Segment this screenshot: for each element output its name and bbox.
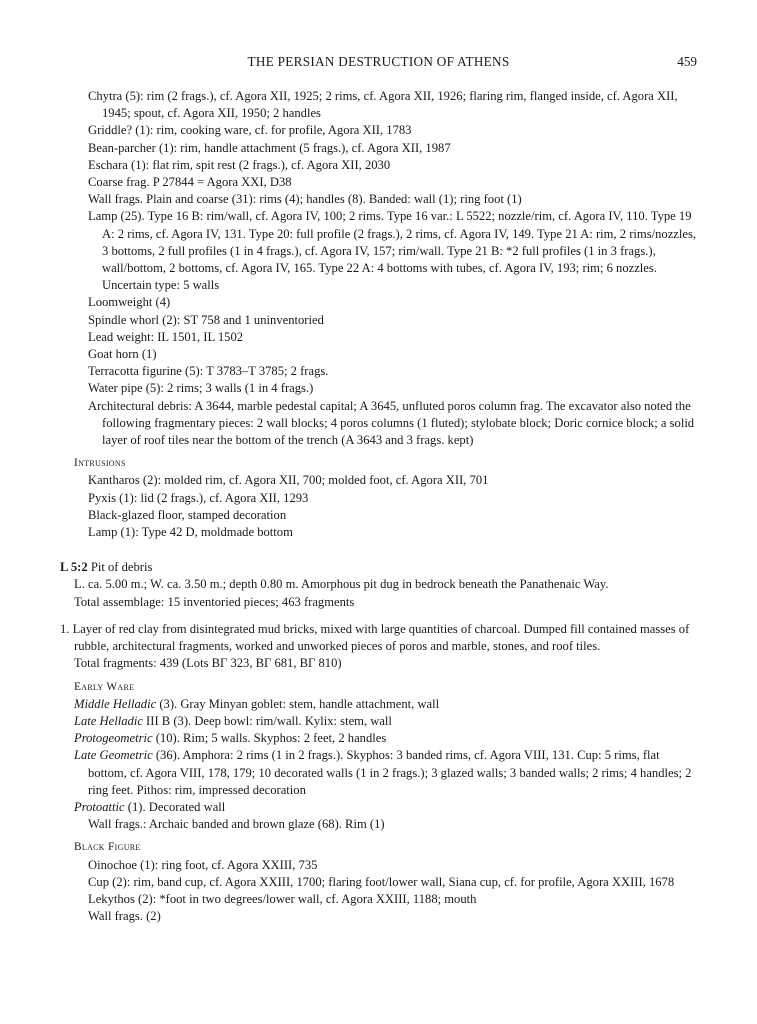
list-item: Lekythos (2): *foot in two degrees/lower wall, cf. Agora XXIII, 1188; mouth [88,891,477,906]
list-item: Water pipe (5): 2 rims; 3 walls (1 in 4 frags.) [88,381,314,396]
item-text: (10). Rim; 5 walls. Skyphos: 2 feet, 2 handles [152,731,387,746]
period-label: Protogeometric [74,731,153,746]
black-figure-heading: Black Figure [74,841,141,854]
list-item [60,747,700,799]
running-header-title: THE PERSIAN DESTRUCTION OF ATHENS [247,54,510,69]
list-item: Lamp (25). Type 16 B: rim/wall, cf. Agora IV, 100; 2 rims. Type 16 var.: L 5522; nozzle/rim, cf. Agora IV, 110. Type 19 A: 2 rims, cf. Agora IV, 131. Type 20: full profile (2 frags.), 2 rims, cf. Agora IV, 149. Type 21 A: rim, 2 rims/nozzles, 3 bottoms, 2 full profiles (1 in 4 frags.), cf. Agora IV, 157; rim/wall. Type 21 B: *2 full profiles (1 in 3 frags.), wall/bottom, 2 bottoms, cf. Agora IV, 165. Type 22 A: 4 bottoms with tubes, cf. Agora IV, 193; rim; 6 nozzles. Uncertain type: 5 walls [88,209,697,293]
list-item: Wall frags. (2) [88,909,161,924]
list-item: Spindle whorl (2): ST 758 and 1 uninventoried [88,312,324,327]
page-number: 459 [677,54,697,69]
list-item: Cup (2): rim, band cup, cf. Agora XXIII, 1700; flaring foot/lower wall, Siana cup, cf. for profile, Agora XXIII, 1678 [88,874,675,889]
black-figure-list [60,857,700,926]
list-item: Oinochoe (1): ring foot, cf. Agora XXIII, 735 [88,857,318,872]
deposit-heading [60,559,700,576]
list-item: Black-glazed floor, stamped decoration [88,507,287,522]
list-item: Wall frags.: Archaic banded and brown glaze (68). Rim (1) [88,817,385,832]
list-item [60,730,700,747]
deposit-dimensions: L. ca. 5.00 m.; W. ca. 3.50 m.; depth 0.80 m. Amorphous pit dug in bedrock beneath the Panathenaic Way. [74,577,609,592]
deposit-assemblage: Total assemblage: 15 inventoried pieces; 463 fragments [74,594,355,609]
list-item: Eschara (1): flat rim, spit rest (2 frags.), cf. Agora XII, 2030 [88,157,391,172]
list-item: Coarse frag. P 27844 = Agora XXI, D38 [88,175,292,190]
list-item: Loomweight (4) [88,295,171,310]
item-text: (3). Gray Minyan goblet: stem, handle attachment, wall [156,696,440,711]
catalog-content [60,88,700,925]
period-label: Late Geometric [74,748,153,763]
list-item: Kantharos (2): molded rim, cf. Agora XII, 700; molded foot, cf. Agora XII, 701 [88,473,489,488]
list-item: Lead weight: IL 1501, IL 1502 [88,329,244,344]
layer-text: Layer of red clay from disintegrated mud bricks, mixed with large quantities of charcoal. Dumped fill contained masses of rubble, architectural fragments, worked and unworked pieces of poros and marble, stones, and roof tiles. [72,621,690,654]
item-text: (1). Decorated wall [124,799,226,814]
early-ware-list [60,696,700,834]
list-item [60,696,700,713]
list-item: Pyxis (1): lid (2 frags.), cf. Agora XII, 1293 [88,490,309,505]
deposit-name: Pit of debris [90,560,153,575]
list-item: Terracotta figurine (5): T 3783–T 3785; 2 frags. [88,364,329,379]
deposit-id: L 5:2 [60,560,88,575]
top-list [60,88,700,449]
list-item [60,799,700,816]
period-label: Middle Helladic [74,696,157,711]
early-ware-heading: Early Ware [74,680,135,693]
period-label: Protoattic [74,799,125,814]
item-text: (36). Amphora: 2 rims (1 in 2 frags.). Skyphos: 3 banded rims, cf. Agora VIII, 131. Cup: 5 rims, flat bottom, cf. Agora VIII, 178, 179; 10 decorated walls (1 in 2 frags.); 3 glazed walls; 3 banded walls; 2 rims; 4 handles; 2 ring feet. Pithos: rim, impressed decoration [88,748,692,797]
period-label: Late Helladic [74,713,143,728]
intrusions-list [60,472,700,541]
list-item: Lamp (1): Type 42 D, moldmade bottom [88,525,293,540]
list-item: Goat horn (1) [88,347,157,362]
item-text: III B (3). Deep bowl: rim/wall. Kylix: stem, wall [142,713,392,728]
list-item: Bean-parcher (1): rim, handle attachment (5 frags.), cf. Agora XII, 1987 [88,140,451,155]
list-item: Architectural debris: A 3644, marble pedestal capital; A 3645, unfluted poros column frag. The excavator also noted the following fragmentary pieces: 2 wall blocks; 4 poros columns (1 fluted); stylobate block; Doric cornice block; a solid layer of roof tiles near the bottom of the trench (A 3643 and 3 frags. kept) [88,398,695,448]
layer-number: 1. [60,621,70,636]
list-item: Wall frags. Plain and coarse (31): rims (4); handles (8). Banded: wall (1); ring foot (1) [88,192,522,207]
list-item: Griddle? (1): rim, cooking ware, cf. for profile, Agora XII, 1783 [88,123,412,138]
layer-description [60,621,700,655]
layer-total: Total fragments: 439 (Lots ΒΓ 323, ΒΓ 681, ΒΓ 810) [74,656,342,671]
intrusions-heading: Intrusions [74,457,126,470]
list-item: Chytra (5): rim (2 frags.), cf. Agora XII, 1925; 2 rims, cf. Agora XII, 1926; flaring rim, flanged inside, cf. Agora XII, 1945; spout, cf. Agora XII, 1950; 2 handles [88,89,678,121]
list-item [60,713,700,730]
